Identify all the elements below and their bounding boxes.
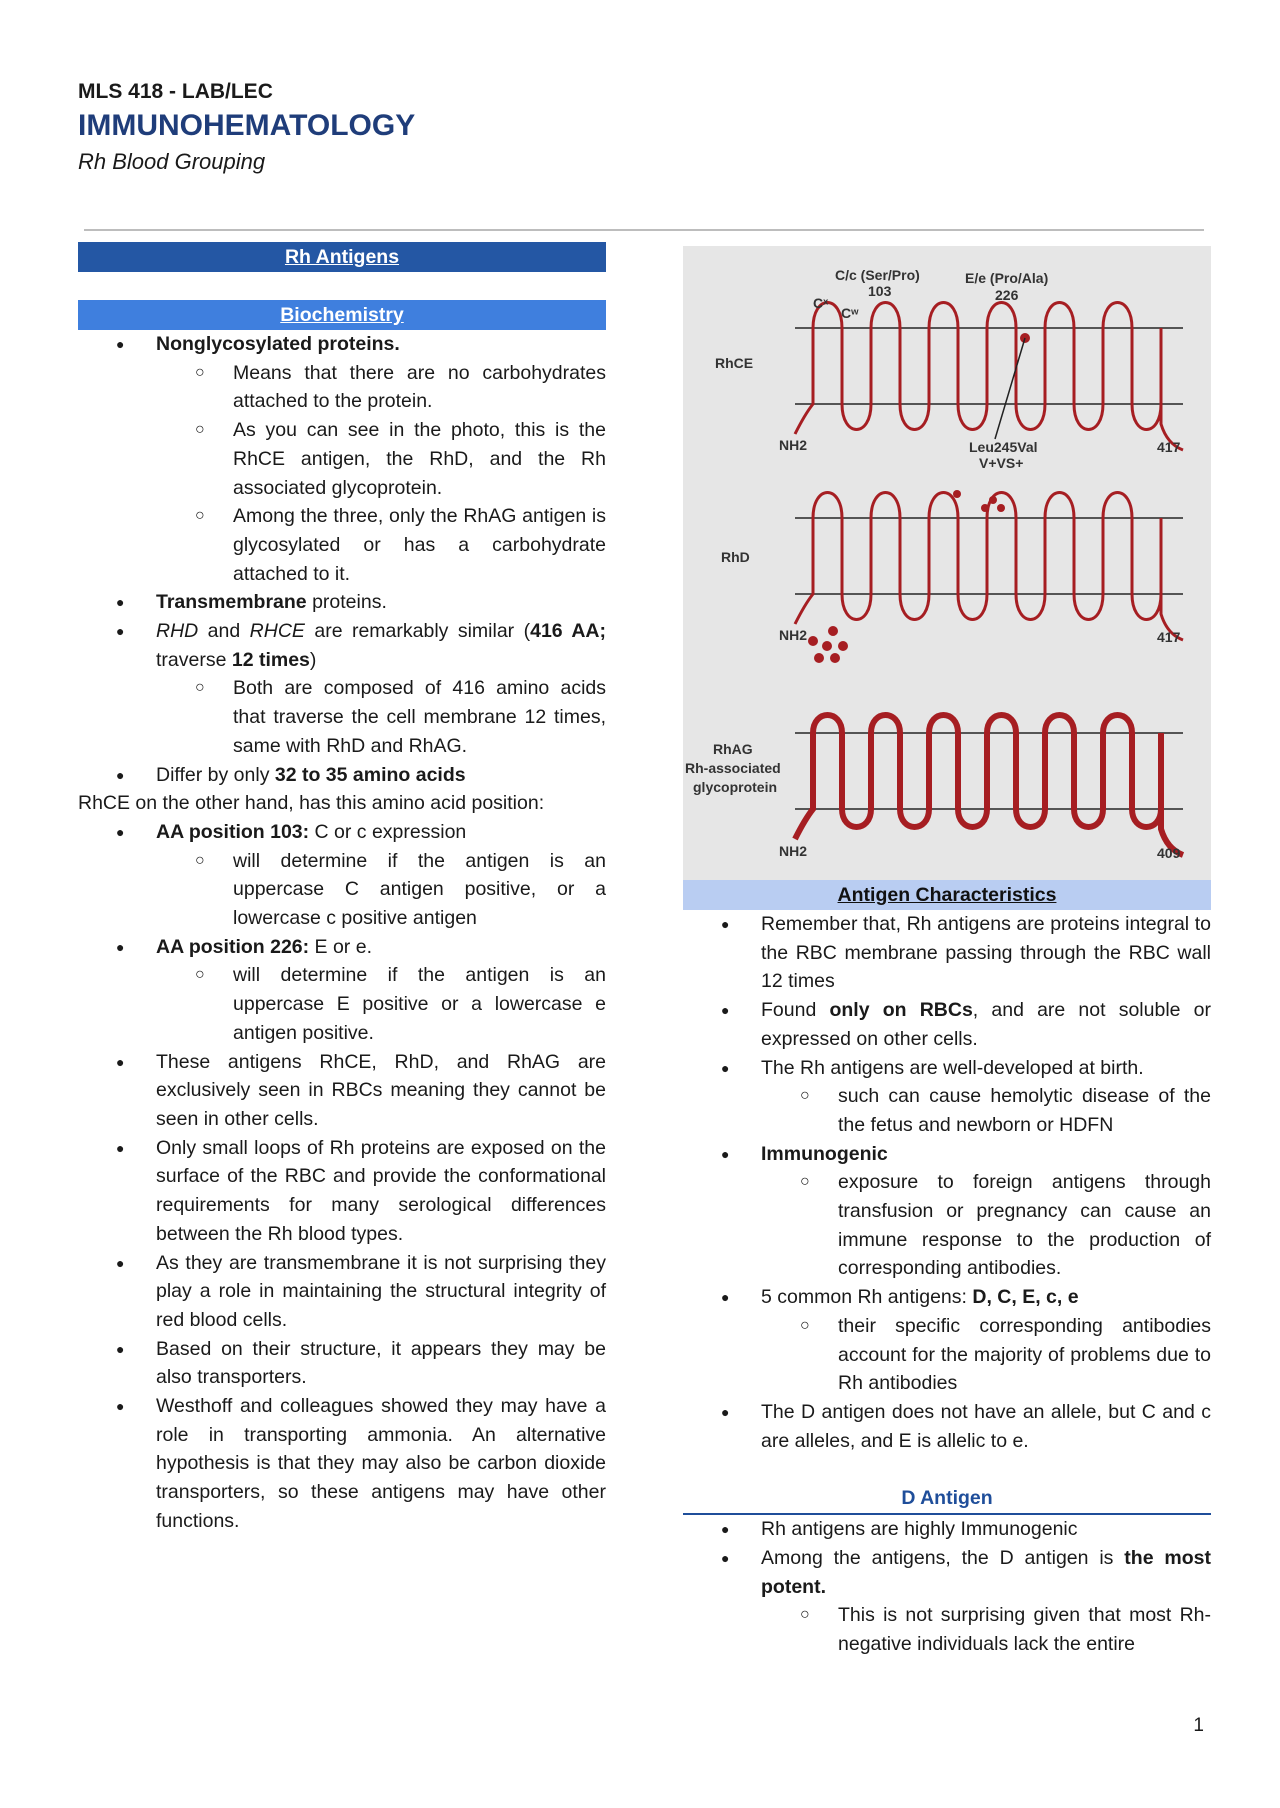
protein-coils <box>795 303 1183 856</box>
label-nh2-rhd: NH2 <box>779 627 808 643</box>
list-item <box>78 933 606 962</box>
label-rhd: RhD <box>721 549 750 565</box>
subject-title: IMMUNOHEMATOLOGY <box>78 109 416 142</box>
section-heading-rh-antigens: Rh Antigens <box>78 242 606 272</box>
item-text: ) <box>309 648 317 671</box>
right-column <box>683 246 1211 1659</box>
list-item: ○ Both are composed of 416 amino acids that traverse the cell membrane 12 times, same with RhD and RhAG. <box>78 674 606 760</box>
label-nh2-rhag: NH2 <box>779 843 808 859</box>
section-heading-d-antigen: D Antigen <box>683 1483 1211 1515</box>
protein-chain <box>795 715 1183 855</box>
label-rhag: RhAG <box>713 741 753 757</box>
label-end-rhce: 417 <box>1157 439 1181 455</box>
list-item <box>683 1544 1211 1601</box>
label-glycoprotein: glycoprotein <box>693 779 778 795</box>
paragraph-text: RhCE on the other hand, has this amino acid position: <box>78 792 545 815</box>
item-bold: 32 to 35 amino acids <box>274 763 466 786</box>
list-item: ● Based on their structure, it appears they may be also transporters. <box>78 1335 606 1392</box>
characteristics-list <box>683 910 1211 1455</box>
list-item <box>78 330 606 359</box>
item-text: , and are not soluble or expressed on other cells. <box>761 999 1211 1050</box>
item-bold: the most potent. <box>761 1547 1211 1598</box>
course-code: MLS 418 - LAB/LEC <box>78 80 273 103</box>
section-heading-antigen-characteristics: Antigen Characteristics <box>683 880 1211 910</box>
list-item: ○ will determine if the antigen is an uppercase C antigen positive, or a lowercase c positive antigen <box>78 847 606 933</box>
list-item: ● As they are transmembrane it is not surprising they play a role in maintaining the structural integrity of red blood cells. <box>78 1249 606 1335</box>
list-item <box>78 588 606 617</box>
list-item <box>683 1140 1211 1169</box>
item-text: Found <box>761 999 830 1022</box>
list-item <box>78 617 606 674</box>
list-item: ● The D antigen does not have an allele, but C and c are alleles, and E is allelic to e. <box>683 1398 1211 1455</box>
item-text: Nonglycosylated proteins. <box>156 333 400 355</box>
list-item: ● Remember that, Rh antigens are proteins integral to the RBC membrane passing through the RBC wall 12 times <box>683 910 1211 996</box>
item-text: and <box>198 620 250 643</box>
list-item: ○ As you can see in the photo, this is the RhCE antigen, the RhD, and the Rh associated glycoprotein. <box>78 416 606 502</box>
item-text: C or c expression <box>309 820 467 843</box>
subsection-heading-biochemistry: Biochemistry <box>78 300 606 330</box>
label-ee-num: 226 <box>995 287 1019 303</box>
item-bold: AA position 103: <box>156 820 310 843</box>
list-item: ● Rh antigens are highly Immunogenic <box>683 1515 1211 1544</box>
document-header <box>78 80 415 176</box>
d-antigen-list <box>683 1515 1211 1659</box>
label-cc-num: 103 <box>868 283 892 299</box>
list-item: ● Only small loops of Rh proteins are exposed on the surface of the RBC and provide the conformational requirements for many serological differences between the Rh blood types. <box>78 1134 606 1249</box>
label-end-rhd: 417 <box>1157 629 1181 645</box>
biochemistry-list <box>78 330 606 789</box>
label-leu245val: Leu245Val <box>969 439 1038 455</box>
label-rh-associated: Rh-associated <box>685 760 781 776</box>
list-item: ○ their specific corresponding antibodies account for the majority of problems due to Rh antibodies <box>683 1312 1211 1398</box>
label-cx: Cˣ <box>813 295 829 311</box>
item-bold: 12 times <box>231 648 310 671</box>
list-item: ● These antigens RhCE, RhD, and RhAG are exclusively seen in RBCs meaning they cannot be seen in other cells. <box>78 1048 606 1134</box>
page-number: 1 <box>1193 1715 1204 1736</box>
list-item: ○ such can cause hemolytic disease of the the fetus and newborn or HDFN <box>683 1082 1211 1139</box>
protein-chain <box>795 493 1183 641</box>
list-item: ○ exposure to foreign antigens through transfusion or pregnancy can cause an immune response to the production of corresponding antibodies. <box>683 1168 1211 1283</box>
rh-protein-diagram <box>683 246 1211 880</box>
amino-acid-list <box>78 818 606 1536</box>
item-bold: D, C, E, c, e <box>972 1286 1079 1309</box>
label-cw: Cʷ <box>841 305 859 321</box>
item-bold: Immunogenic <box>761 1142 888 1165</box>
label-ee: E/e (Pro/Ala) <box>965 270 1049 286</box>
gene-rhce: RHCE <box>249 620 305 643</box>
item-bold: only on RBCs <box>829 999 973 1022</box>
label-end-rhag: 409 <box>1157 845 1181 861</box>
item-bold: AA position 226: <box>156 935 310 958</box>
item-bold: Transmembrane <box>156 591 307 614</box>
item-text: Differ by only <box>156 763 275 786</box>
item-text: are remarkably similar ( <box>304 620 531 643</box>
item-text: E or e. <box>309 935 372 958</box>
item-bold: 416 AA; <box>530 620 607 643</box>
list-item <box>683 1283 1211 1312</box>
list-item <box>683 996 1211 1053</box>
label-nh2-rhce: NH2 <box>779 437 808 453</box>
gene-rhd: RHD <box>156 620 199 643</box>
protein-chain <box>795 303 1183 451</box>
left-column <box>78 242 606 1536</box>
item-text: proteins. <box>306 591 387 614</box>
list-item: ○ will determine if the antigen is an uppercase E positive or a lowercase e antigen positive. <box>78 961 606 1047</box>
label-cc: C/c (Ser/Pro) <box>835 267 920 283</box>
list-item <box>78 761 606 790</box>
rh-protein-svg <box>683 246 1211 880</box>
label-rhce: RhCE <box>715 355 754 371</box>
item-text: traverse <box>156 648 232 671</box>
list-item: ○ Among the three, only the RhAG antigen is glycosylated or has a carbohydrate attached to it. <box>78 502 606 588</box>
list-item <box>78 818 606 847</box>
topic-title: Rh Blood Grouping <box>78 149 266 174</box>
list-item: ○ This is not surprising given that most Rh-negative individuals lack the entire <box>683 1601 1211 1658</box>
header-divider <box>84 229 1204 231</box>
label-vvs: V+VS+ <box>979 455 1024 471</box>
list-item: ○ Means that there are no carbohydrates attached to the protein. <box>78 359 606 416</box>
list-item: ● Westhoff and colleagues showed they may have a role in transporting ammonia. An alternative hypothesis is that they may also be carbon dioxide transporters, so these antigens may have other functions. <box>78 1392 606 1536</box>
item-text: Among the antigens, the D antigen is <box>761 1547 1125 1570</box>
item-text: 5 common Rh antigens: <box>761 1286 973 1309</box>
list-item: ● The Rh antigens are well-developed at birth. <box>683 1054 1211 1083</box>
